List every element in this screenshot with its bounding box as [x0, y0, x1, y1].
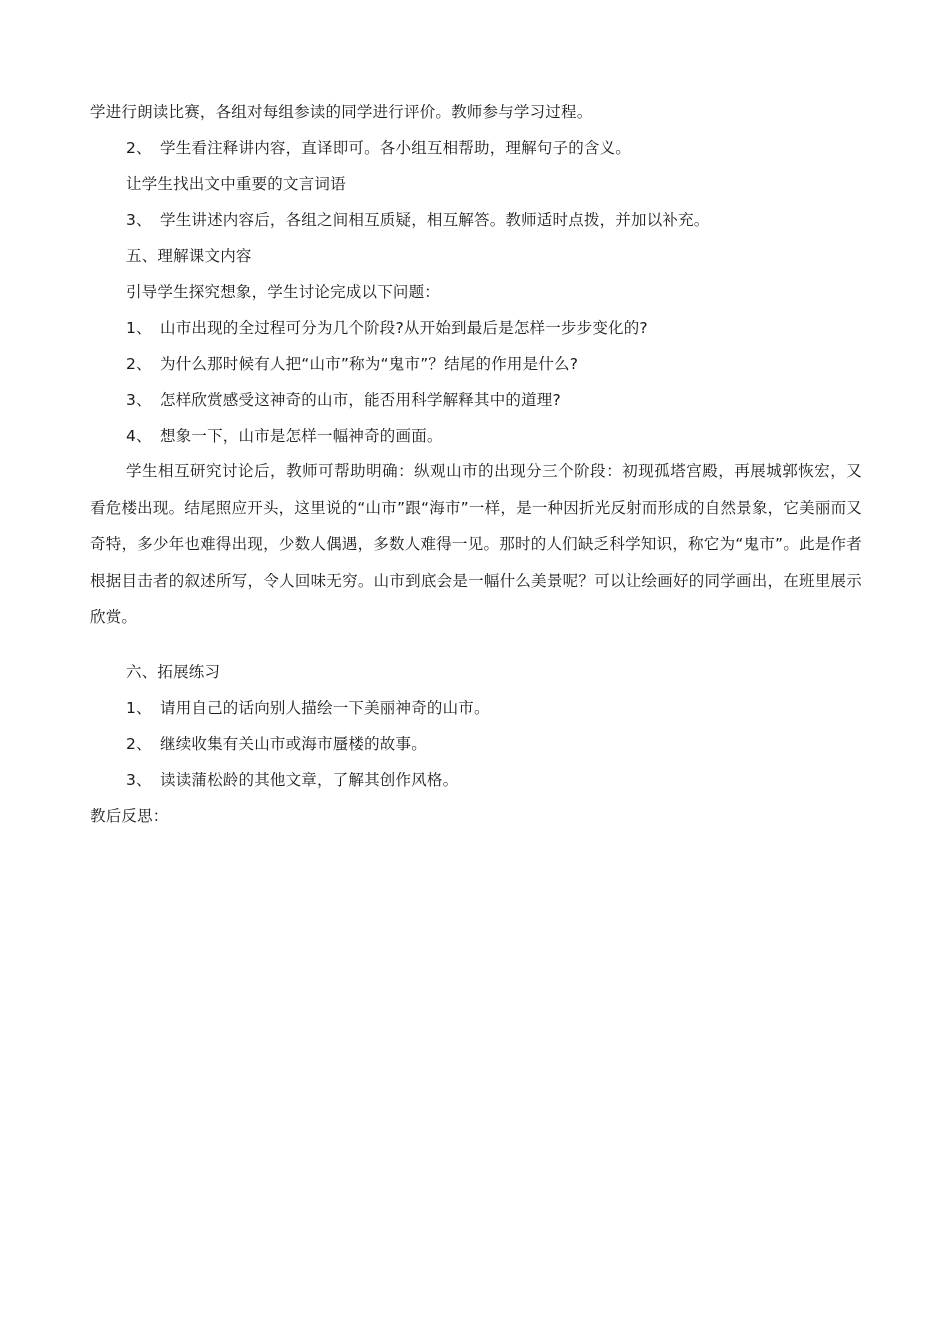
- item-text: 学生看注释讲内容，直译即可。各小组互相帮助，理解句子的含义。: [160, 139, 632, 157]
- section-heading: [126, 245, 252, 267]
- text-line: [126, 173, 346, 195]
- heading-text: 六、拓展练习: [126, 663, 221, 681]
- item-text: 为什么那时候有人把“山市”称为“鬼市”？结尾的作用是什么?: [160, 355, 579, 373]
- item-number: 2、: [126, 139, 152, 157]
- item-number: 2、: [126, 355, 152, 373]
- item-number: 3、: [126, 211, 152, 229]
- line-text: 引导学生探究想象，学生讨论完成以下问题：: [126, 283, 441, 301]
- list-item: [126, 733, 427, 755]
- reflection-text: 教后反思：: [90, 807, 169, 825]
- list-item: [126, 769, 458, 791]
- list-item: [126, 353, 578, 375]
- item-text: 想象一下，山市是怎样一幅神奇的画面。: [160, 427, 443, 445]
- section-heading: [126, 661, 220, 683]
- list-item: [126, 389, 561, 411]
- text-line: [90, 101, 592, 123]
- list-item: [126, 425, 443, 447]
- item-number: 1、: [126, 699, 152, 717]
- heading-text: 五、理解课文内容: [126, 247, 252, 265]
- reflection-label: [90, 805, 169, 827]
- item-text: 继续收集有关山市或海市蜃楼的故事。: [160, 735, 427, 753]
- item-number: 4、: [126, 427, 152, 445]
- text-line: [126, 281, 440, 303]
- list-item: [126, 137, 631, 159]
- item-number: 1、: [126, 319, 152, 337]
- body-paragraph: 学生相互研究讨论后，教师可帮助明确：纵观山市的出现分三个阶段：初现孤塔宫殿，再展城郭恢宏，又看危楼出现。结尾照应开头，这里说的“山市”跟“海市”一样，是一种因折光反射而形成的自然景象，它美丽而又奇特，多少年也难得出现，少数人偶遇，多数人难得一见。那时的人们缺乏科学知识，称它为“鬼市”。此是作者根据目击者的叙述所写，令人回味无穷。山市到底会是一幅什么美景呢？可以让绘画好的同学画出，在班里展示欣赏。: [90, 462, 862, 626]
- line-text: 让学生找出文中重要的文言词语: [126, 175, 346, 193]
- item-text: 山市出现的全过程可分为几个阶段?从开始到最后是怎样一步步变化的?: [160, 319, 648, 337]
- item-number: 3、: [126, 391, 152, 409]
- item-number: 3、: [126, 771, 152, 789]
- list-item: [126, 697, 490, 719]
- item-text: 学生讲述内容后，各组之间相互质疑，相互解答。教师适时点拨，并加以补充。: [160, 211, 710, 229]
- line-text: 学进行朗读比赛，各组对每组参读的同学进行评价。教师参与学习过程。: [90, 103, 593, 121]
- item-text: 读读蒲松龄的其他文章，了解其创作风格。: [160, 771, 459, 789]
- list-item: [126, 209, 710, 231]
- list-item: [126, 317, 648, 339]
- item-number: 2、: [126, 735, 152, 753]
- item-text: 请用自己的话向别人描绘一下美丽神奇的山市。: [160, 699, 490, 717]
- item-text: 怎样欣赏感受这神奇的山市，能否用科学解释其中的道理?: [160, 391, 561, 409]
